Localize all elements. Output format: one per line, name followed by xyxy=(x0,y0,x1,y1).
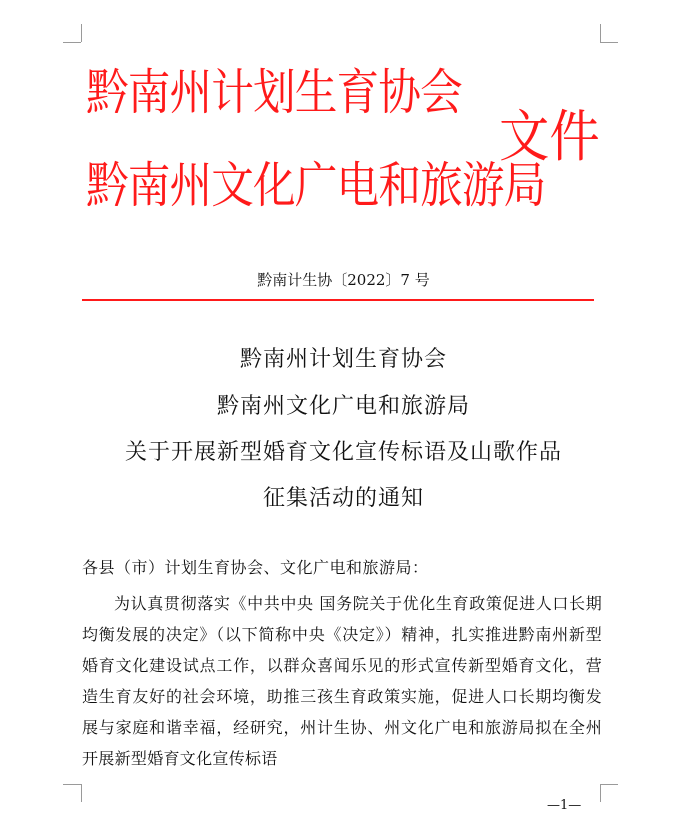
red-divider-line xyxy=(82,299,594,301)
title-line-4: 征集活动的通知 xyxy=(262,486,424,511)
issuer-suffix: 文件 xyxy=(499,105,600,170)
issuer-line-1: 黔南州计划生育协会 xyxy=(86,64,462,121)
page-number: —1— xyxy=(547,798,582,813)
title-line-1: 黔南州计划生育协会 xyxy=(239,347,447,372)
title-line-3: 关于开展新型婚育文化宣传标语及山歌作品 xyxy=(124,440,562,465)
body-paragraph: 为认真贯彻落实《中共中央 国务院关于优化生育政策促进人口长期均衡发展的决定》（以下简称中央《决定》）精神，扎实推进黔南州新型婚育文化建设试点工作，以群众喜闻乐见的形式宣传新型婚育文化，营造生育友好的社会环境，助推三孩生育政策实施，促进人口长期均衡发展与家庭和谐幸福，经研究，州计生协、州文化广电和旅游局拟在全州开展新型婚育文化宣传标语 xyxy=(82,594,602,768)
body-text xyxy=(82,588,602,774)
document-number: 黔南计生协〔2022〕7 号 xyxy=(257,271,430,289)
issuer-line-2: 黔南州文化广电和旅游局 xyxy=(86,157,546,214)
salutation: 各县（市）计划生育协会、文化广电和旅游局： xyxy=(82,558,429,577)
title-line-2: 黔南州文化广电和旅游局 xyxy=(216,394,470,419)
